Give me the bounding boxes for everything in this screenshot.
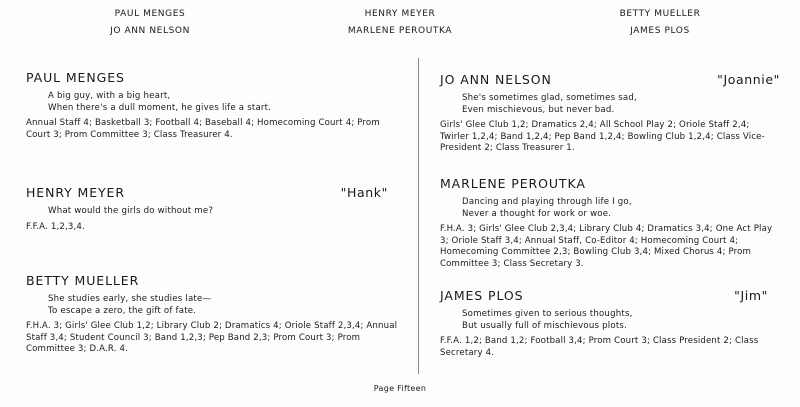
senior-activities: F.H.A. 3; Girls' Glee Club 2,3,4; Library Club 4; Dramatics 3,4; One Act Play 3; Oriole Staff 3,4; Annual Staff, Co-Editor 4; Homecoming Court 4; Homecoming Committee 2,3; Bowling Club 3,4; Mixed Chorus 4; Prom Committee 3; Class Secretary 3. [440, 224, 773, 269]
verse-line: Dancing and playing through life I go, [462, 197, 632, 207]
senior-verse [26, 91, 398, 114]
verse-line: What would the girls do without me? [48, 206, 214, 216]
header-column-right [560, 6, 760, 40]
verse-line: A big guy, with a big heart, [48, 91, 171, 101]
name-line [440, 288, 780, 306]
senior-name: JO ANN NELSON [440, 72, 552, 87]
verse-line: Even mischievous, but never bad. [462, 104, 615, 115]
photo-caption-header [0, 6, 800, 46]
name-line [26, 273, 398, 291]
senior-verse [440, 309, 780, 332]
page-number: Page Fifteen [373, 384, 427, 393]
senior-activities: F.F.A. 1,2; Band 1,2; Football 3,4; Prom Court 3; Class President 2; Class Secretary 4. [440, 336, 759, 358]
senior-name: JAMES PLOS [440, 288, 524, 303]
senior-activities: F.F.A. 1,2,3,4. [26, 221, 85, 232]
verse-line: To escape a zero, the gift of fate. [48, 305, 197, 316]
name-line [440, 72, 780, 90]
senior-entry-henry-meyer [26, 185, 398, 233]
senior-name: PAUL MENGES [26, 70, 125, 85]
senior-entry-marlene-peroutka [440, 176, 780, 270]
verse-line: Never a thought for work or woe. [462, 208, 612, 219]
verse-line: She's sometimes glad, sometimes sad, [462, 93, 637, 103]
header-name: BETTY MUELLER [619, 9, 701, 19]
senior-nickname: "Jim" [734, 288, 768, 303]
verse-line: But usually full of mischievous plots. [462, 320, 628, 331]
name-line [440, 176, 780, 194]
senior-verse [440, 197, 780, 220]
senior-entry-betty-mueller [26, 273, 398, 356]
senior-activities: Annual Staff 4; Basketball 3; Football 4; Baseball 4; Homecoming Court 4; Prom Court 3; Prom Committee 3; Class Treasurer 4. [26, 118, 380, 140]
senior-activities: F.H.A. 3; Girls' Glee Club 1,2; Library Club 2; Dramatics 4; Oriole Staff 2,3,4; Annual Staff 3,4; Student Council 3; Band 1,2,3; Pep Band 2,3; Prom Court 3; Prom Committee 3; D.A.R. 4. [26, 321, 398, 354]
senior-name: MARLENE PEROUTKA [440, 176, 586, 191]
verse-line: When there's a dull moment, he gives life a start. [48, 102, 272, 113]
senior-entry-jo-ann-nelson [440, 72, 780, 155]
header-name: PAUL MENGES [114, 9, 186, 19]
header-column-middle [300, 6, 500, 40]
senior-activities: Girls' Glee Club 1,2; Dramatics 2,4; All School Play 2; Oriole Staff 2,4; Twirler 1,2,4; Band 1,2,4; Pep Band 1,2,4; Bowling Club 1,2,4; Class Vice-President 2; Class Treasurer 1. [440, 120, 765, 153]
senior-nickname: "Joannie" [717, 72, 780, 87]
header-name: HENRY MEYER [364, 9, 436, 19]
senior-verse [26, 294, 398, 317]
header-name: MARLENE PEROUTKA [347, 26, 453, 36]
header-column-left [40, 6, 260, 40]
senior-verse [26, 206, 398, 218]
name-line [26, 185, 398, 203]
senior-nickname: "Hank" [340, 185, 388, 200]
senior-name: BETTY MUELLER [26, 273, 140, 288]
verse-line: Sometimes given to serious thoughts, [462, 309, 633, 319]
verse-line: She studies early, she studies late— [48, 294, 212, 304]
name-line [26, 70, 398, 88]
header-name: JAMES PLOS [630, 26, 690, 36]
senior-entry-paul-menges [26, 70, 398, 141]
column-divider [418, 58, 419, 374]
senior-entry-james-plos [440, 288, 780, 359]
header-name: JO ANN NELSON [110, 26, 190, 36]
senior-verse [440, 93, 780, 116]
senior-name: HENRY MEYER [26, 185, 125, 200]
